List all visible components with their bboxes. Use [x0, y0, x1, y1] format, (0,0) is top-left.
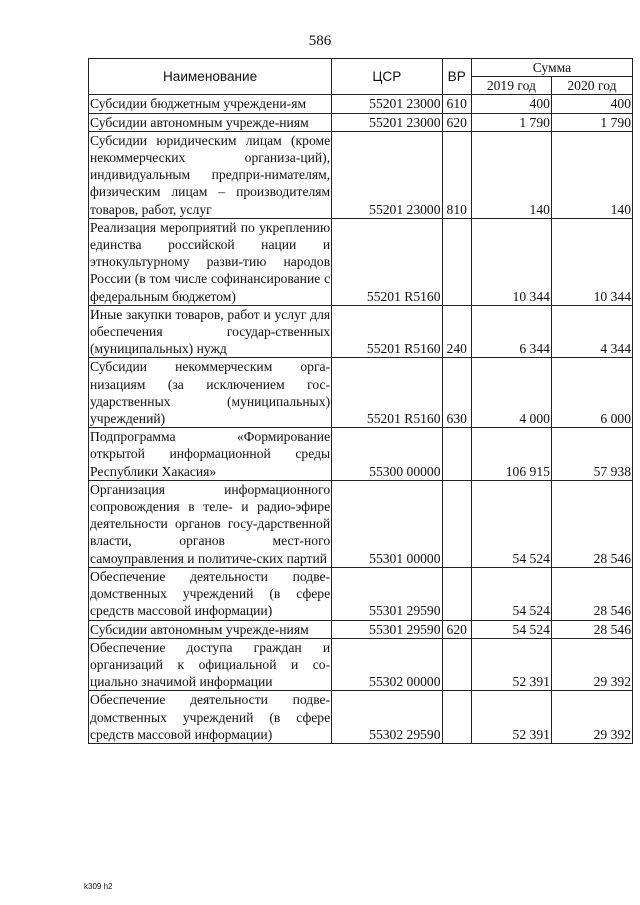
row-vr: 240: [442, 305, 471, 358]
row-csr: 55301 29590: [332, 567, 442, 620]
row-csr: 55201 R5160: [332, 305, 442, 358]
row-sum-2020: 29 392: [551, 638, 632, 691]
row-sum-2019: 52 391: [471, 691, 551, 744]
table-row: [89, 218, 633, 305]
row-name: Организация информационного сопровождения в теле- и радио-эфире деятельности органов госу-дарственной власти, органов мест-ного самоуправления и политиче-ских партий: [90, 481, 331, 566]
row-sum-2020: 400: [551, 95, 632, 113]
row-sum-2020: 28 546: [551, 567, 632, 620]
row-sum-2019: 140: [471, 131, 551, 218]
row-sum-2020: 1 790: [551, 113, 632, 131]
table-row: [89, 305, 633, 358]
row-csr: 55302 00000: [332, 638, 442, 691]
row-name: Обеспечение доступа граждан и организаций к официальной и со-циально значимой информации: [90, 639, 331, 690]
row-vr: 620: [442, 620, 471, 638]
row-name: Субсидии автономным учрежде-ниям: [89, 113, 332, 131]
row-vr: [442, 480, 471, 567]
row-name: Иные закупки товаров, работ и услуг для обеспечения государ-ственных (муниципальных) нужд: [90, 306, 331, 357]
row-sum-2020: 57 938: [551, 428, 632, 481]
footer-code: k309 h2: [84, 882, 113, 891]
table-row: [89, 620, 633, 638]
row-csr: 55201 R5160: [332, 358, 442, 428]
table-row: [89, 131, 633, 218]
row-csr: 55302 29590: [332, 691, 442, 744]
row-sum-2020: 6 000: [551, 358, 632, 428]
row-csr: 55300 00000: [332, 428, 442, 481]
row-name: Субсидии юридическим лицам (кроме некоммерческих организа-ций), индивидуальным предпри-нимателям, физическим лицам – производителям товаров, работ, услуг: [90, 132, 331, 217]
row-name: Субсидии бюджетным учреждени-ям: [89, 95, 332, 113]
row-sum-2020: 28 546: [551, 620, 632, 638]
row-sum-2020: 140: [551, 131, 632, 218]
row-csr: 55301 00000: [332, 480, 442, 567]
header-year-2020: 2020 год: [551, 77, 632, 95]
table-row: [89, 567, 633, 620]
row-sum-2020: 29 392: [551, 691, 632, 744]
row-sum-2019: 54 524: [471, 620, 551, 638]
header-year-2019: 2019 год: [471, 77, 551, 95]
row-sum-2019: 4 000: [471, 358, 551, 428]
row-csr: 55201 R5160: [332, 218, 442, 305]
row-vr: [442, 567, 471, 620]
budget-table: [88, 58, 633, 744]
table-body: [89, 95, 633, 744]
header-vr: ВР: [442, 59, 471, 95]
row-sum-2019: 10 344: [471, 218, 551, 305]
row-sum-2019: 52 391: [471, 638, 551, 691]
row-vr: 620: [442, 113, 471, 131]
table-row: [89, 691, 633, 744]
row-sum-2020: 4 344: [551, 305, 632, 358]
row-name: Субсидии некоммерческим орга-низациям (за исключением гос-ударственных (муниципальных) учреждений): [90, 359, 331, 427]
row-vr: [442, 428, 471, 481]
row-vr: [442, 218, 471, 305]
page-number: 586: [308, 33, 332, 49]
row-name: Подпрограмма «Формирование открытой информационной среды Республики Хакасия»: [90, 429, 331, 479]
row-sum-2019: 1 790: [471, 113, 551, 131]
table-row: [89, 480, 633, 567]
header-sum: Сумма: [471, 59, 632, 77]
row-name: Субсидии автономным учрежде-ниям: [89, 620, 332, 638]
row-vr: 630: [442, 358, 471, 428]
table-row: [89, 113, 633, 131]
row-sum-2020: 28 546: [551, 480, 632, 567]
row-sum-2019: 54 524: [471, 567, 551, 620]
row-sum-2019: 400: [471, 95, 551, 113]
row-csr: 55201 23000: [332, 95, 442, 113]
table-row: [89, 428, 633, 481]
header-name: Наименование: [89, 59, 332, 95]
row-csr: 55301 29590: [332, 620, 442, 638]
row-sum-2020: 10 344: [551, 218, 632, 305]
table-header: [89, 59, 633, 95]
row-name: Обеспечение деятельности подве-домственных учреждений (в сфере средств массовой информации): [90, 568, 331, 619]
row-vr: 810: [442, 131, 471, 218]
row-sum-2019: 6 344: [471, 305, 551, 358]
row-name: Реализация мероприятий по укреплению единства российской нации и этнокультурному разви-тию народов России (в том числе софинансирование с федеральным бюджетом): [90, 219, 331, 304]
row-vr: [442, 691, 471, 744]
row-name: Обеспечение деятельности подве-домственных учреждений (в сфере средств массовой информации): [90, 692, 331, 742]
table-row: [89, 358, 633, 428]
row-csr: 55201 23000: [332, 113, 442, 131]
table-row: [89, 638, 633, 691]
row-vr: 610: [442, 95, 471, 113]
header-csr: ЦСР: [332, 59, 442, 95]
row-sum-2019: 106 915: [471, 428, 551, 481]
row-csr: 55201 23000: [332, 131, 442, 218]
row-sum-2019: 54 524: [471, 480, 551, 567]
row-vr: [442, 638, 471, 691]
table-row: [89, 95, 633, 113]
